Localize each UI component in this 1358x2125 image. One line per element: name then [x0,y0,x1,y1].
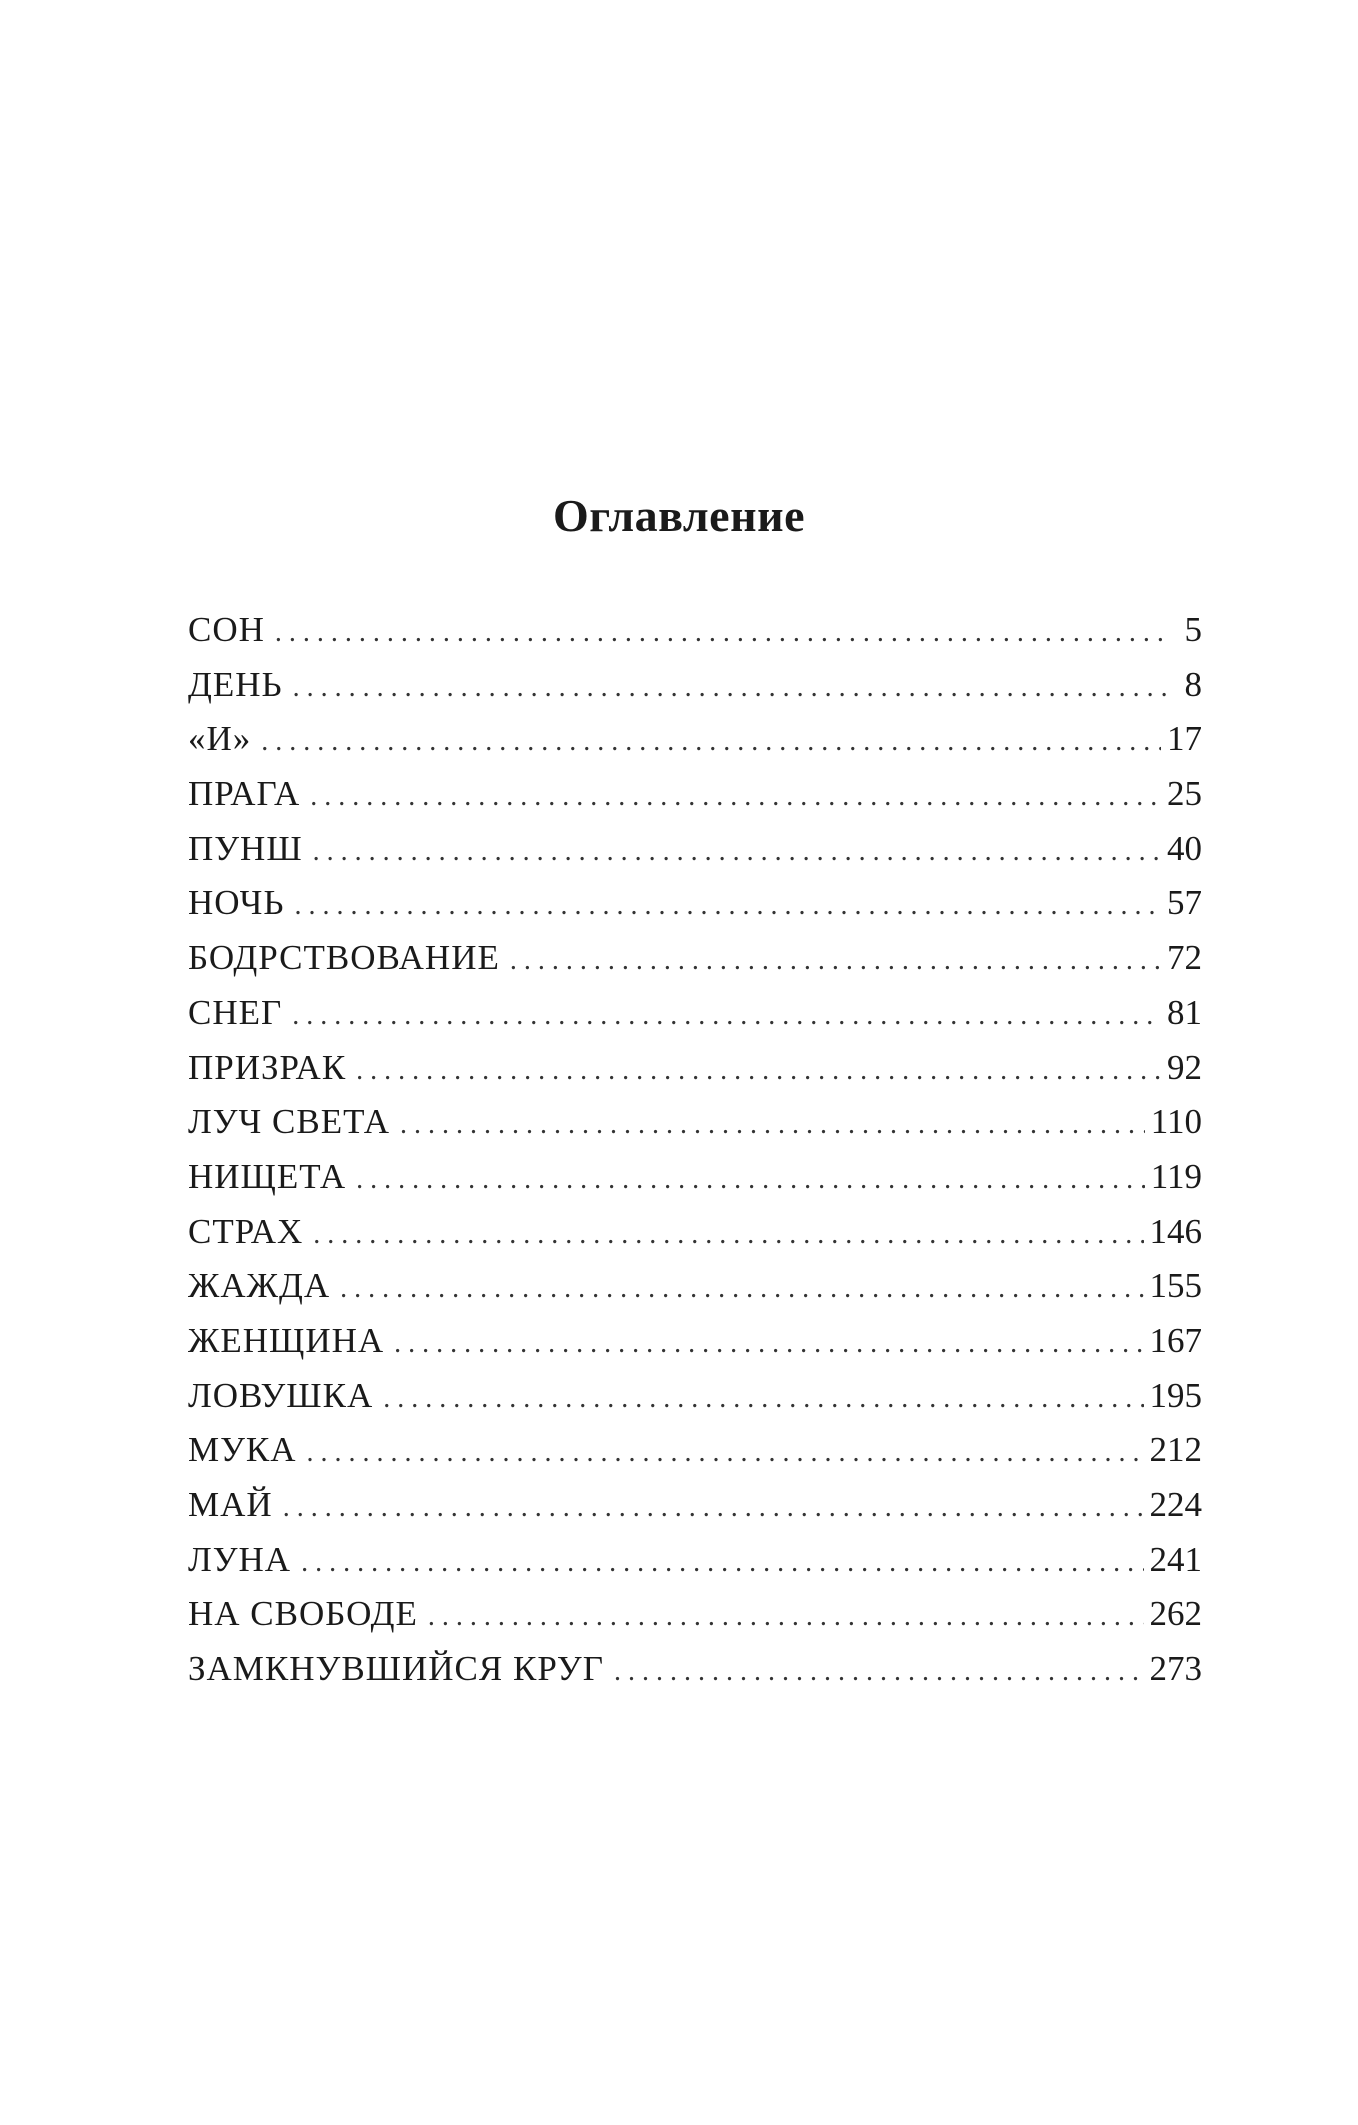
toc-entry [188,1587,1202,1642]
toc-entry [188,658,1202,713]
dot-leader [292,986,1161,1041]
toc-entry [188,822,1202,877]
toc-entry [188,986,1202,1041]
toc-entry-label: ЗАМКНУВШИЙСЯ КРУГ [188,1649,604,1689]
toc-entry-page-number: 155 [1149,1266,1202,1306]
toc-entry-label: ПРАГА [188,774,301,814]
toc-entry-page-number: 195 [1149,1375,1202,1415]
toc-entry-page-number: 146 [1149,1211,1202,1251]
dot-leader [510,931,1161,986]
toc-entry-page-number: 167 [1149,1320,1202,1360]
toc-entry-page-number: 72 [1167,938,1202,978]
dot-leader [356,1150,1145,1205]
dot-leader [313,1205,1143,1260]
toc-entry-page-number: 57 [1167,883,1202,923]
toc-entry-page-number: 262 [1149,1594,1202,1634]
toc-entry [188,1314,1202,1369]
toc-entry [188,1205,1202,1260]
toc-entry-label: НА СВОБОДЕ [188,1594,418,1634]
toc-entry-label: ЖЕНЩИНА [188,1320,385,1360]
toc-entry-label: ЖАЖДА [188,1266,331,1306]
toc-entry-page-number: 224 [1149,1485,1202,1524]
toc-entry [188,603,1202,658]
toc-entry [188,1095,1202,1150]
toc-entry-page-number: 92 [1167,1047,1202,1087]
dot-leader [614,1642,1144,1697]
toc-entry [188,712,1202,767]
toc-entry-label: НОЧЬ [188,883,285,923]
toc-entry-page-number: 81 [1167,992,1202,1032]
toc-entry-label: СТРАХ [188,1211,304,1251]
dot-leader [310,767,1161,822]
dot-leader [400,1095,1145,1150]
dot-leader [428,1587,1144,1642]
dot-leader [275,603,1166,658]
toc-entry [188,1642,1202,1697]
toc-entry-page-number: 110 [1150,1102,1202,1142]
toc-entry-label: ЛУЧ СВЕТА [188,1102,390,1142]
toc-entry-label: СОН [188,610,265,649]
dot-leader [293,658,1166,713]
dot-leader [261,712,1161,767]
dot-leader [307,1423,1144,1478]
toc-entry-page-number: 273 [1149,1649,1202,1689]
toc-entry-label: ЛУНА [188,1539,292,1579]
toc-entry-page-number: 25 [1167,774,1202,814]
toc-entry-label: СНЕГ [188,992,283,1032]
toc-entry [188,876,1202,931]
toc-entry [188,1478,1202,1533]
toc-entry [188,1041,1202,1096]
dot-leader [356,1041,1161,1096]
toc-entry [188,767,1202,822]
toc-entry-page-number: 40 [1167,828,1202,868]
toc-entry-label: ПУНШ [188,828,303,868]
toc-entry-label: НИЩЕТА [188,1156,347,1196]
dot-leader [283,1478,1144,1533]
dot-leader [394,1314,1143,1369]
page-title: Оглавление [552,489,806,541]
toc-entry-page-number: 17 [1167,719,1202,759]
toc-entry-label: ДЕНЬ [188,664,283,704]
toc-entry-label: БОДРСТВОВАНИЕ [188,938,500,978]
toc-entry-page-number: 119 [1150,1156,1202,1196]
dot-leader [383,1369,1143,1424]
toc-entry [188,1259,1202,1314]
dot-leader [301,1533,1143,1588]
toc-entry-label: ЛОВУШКА [188,1375,374,1415]
dot-leader [313,822,1161,877]
toc-entry-page-number: 8 [1184,664,1202,704]
toc-entry-page-number: 5 [1184,610,1202,649]
dot-leader [295,876,1161,931]
table-of-contents [188,603,1202,1697]
toc-entry [188,1369,1202,1424]
toc-entry-label: МУКА [188,1430,297,1470]
toc-entry [188,931,1202,986]
toc-entry [188,1423,1202,1478]
toc-entry-page-number: 212 [1149,1430,1202,1470]
dot-leader [340,1259,1143,1314]
toc-entry-label: ПРИЗРАК [188,1047,347,1087]
toc-entry-page-number: 241 [1149,1539,1202,1579]
toc-entry-label: МАЙ [188,1485,273,1524]
toc-entry [188,1533,1202,1588]
toc-entry [188,1150,1202,1205]
toc-entry-label: «И» [188,719,252,759]
